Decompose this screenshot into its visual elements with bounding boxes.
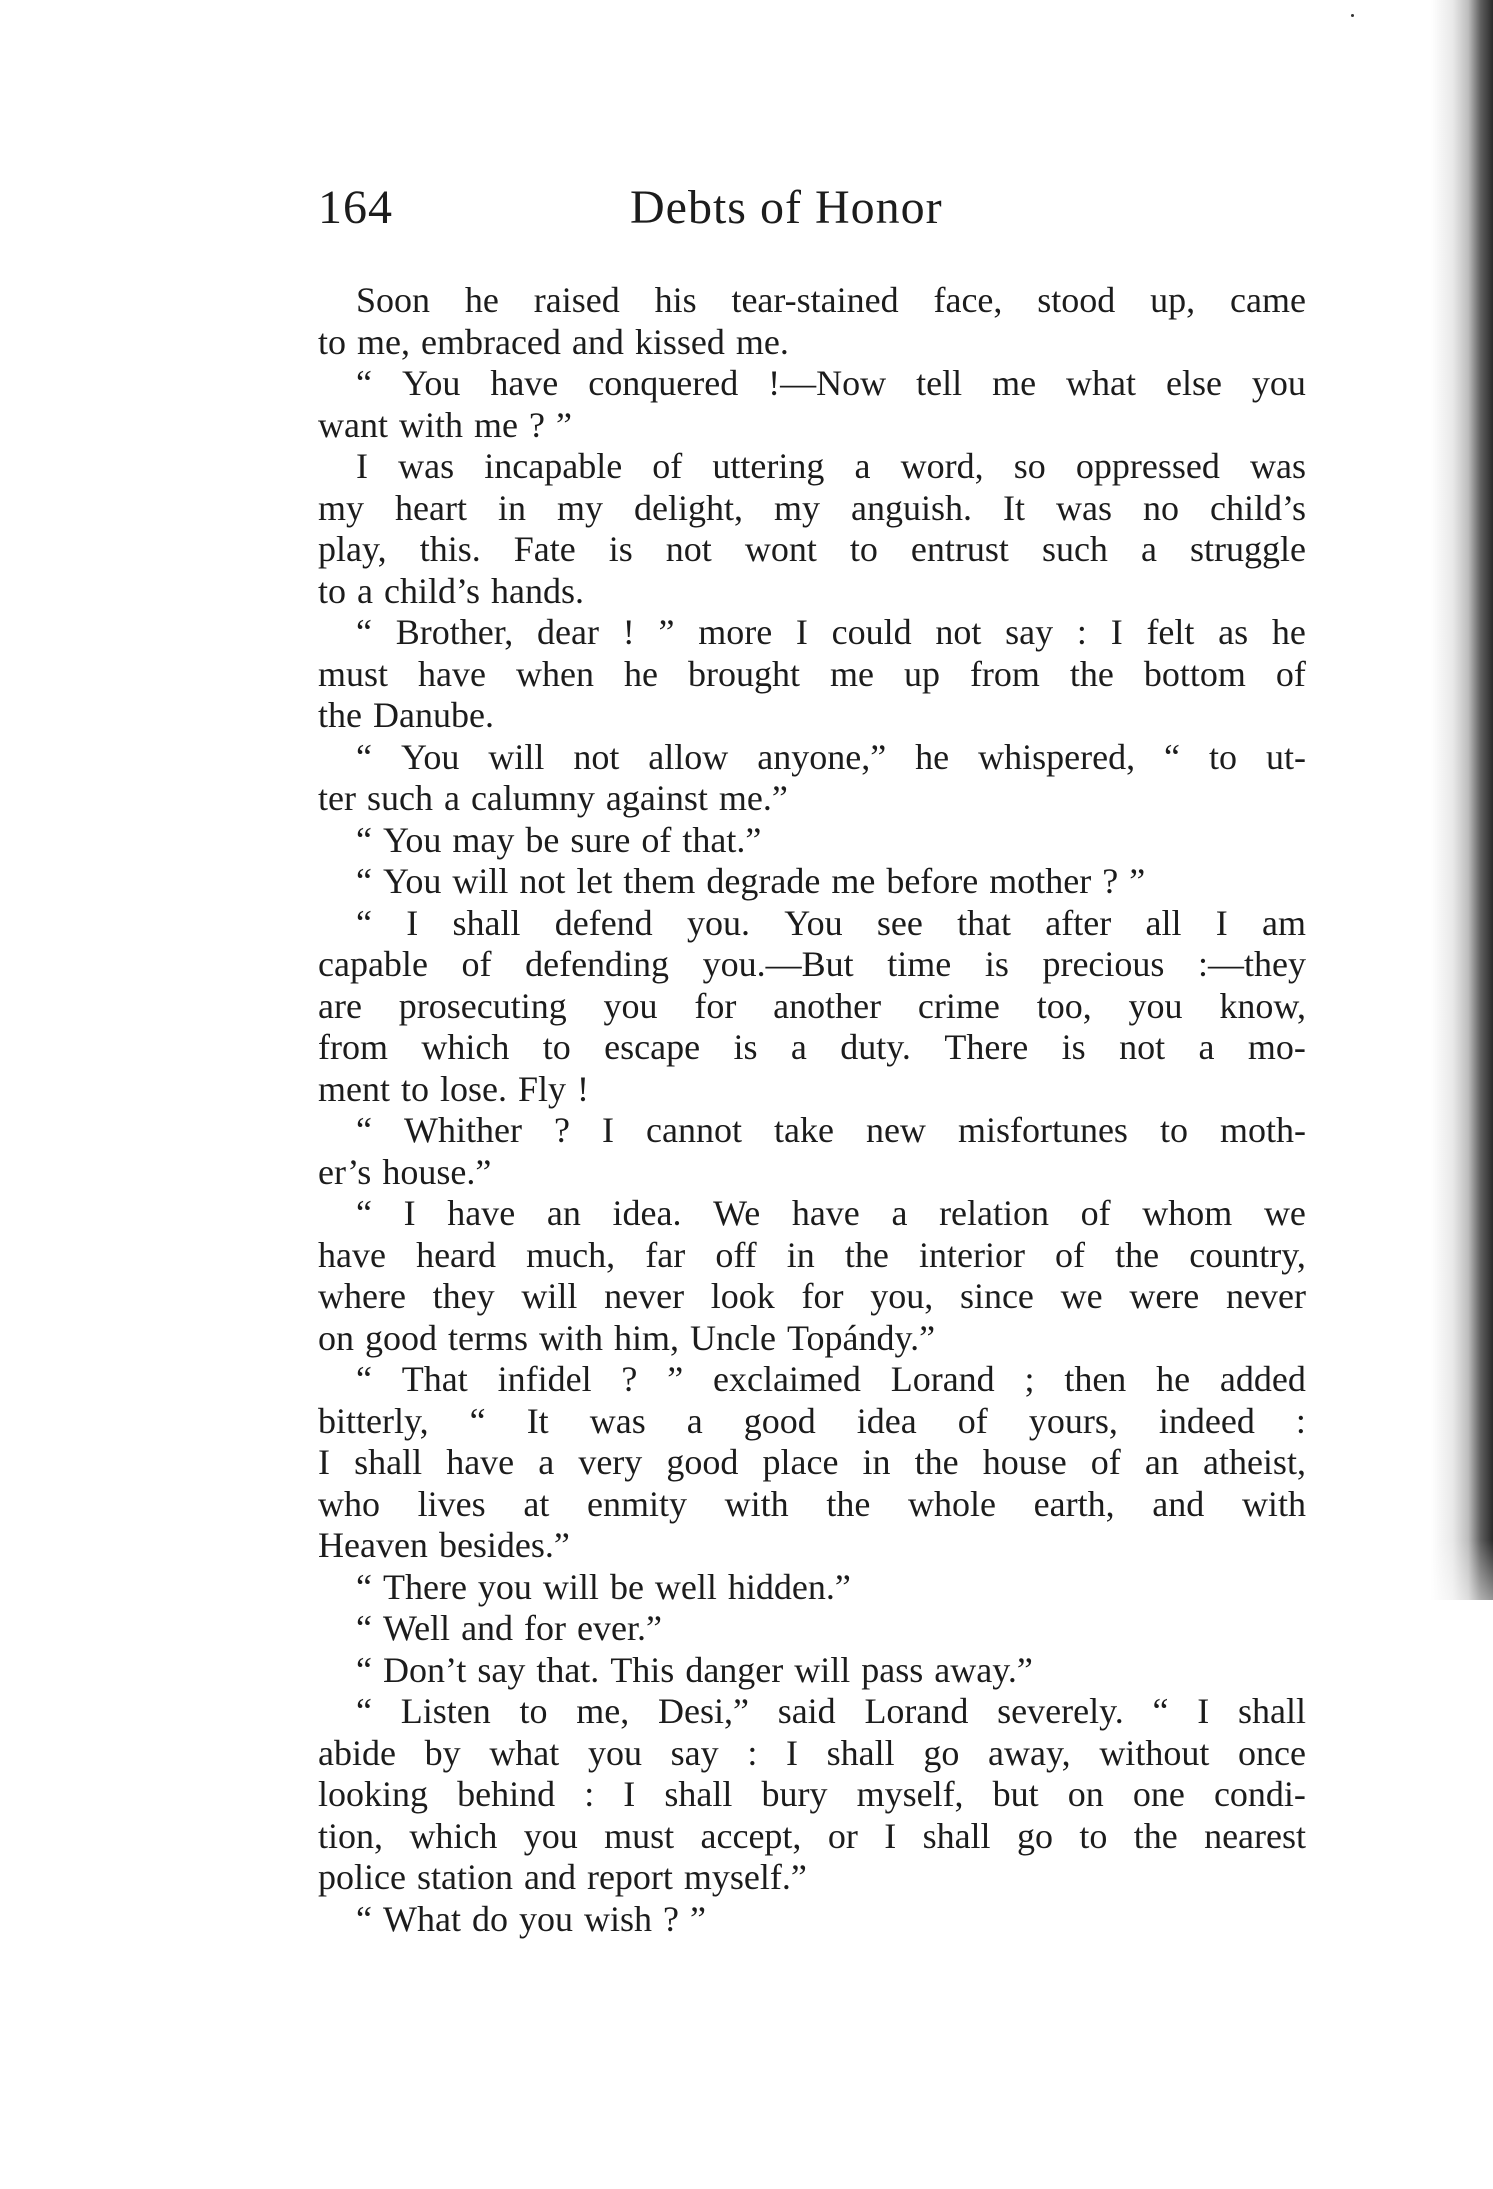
text-line: “ Brother, dear ! ” more I could not say : I felt as he [356, 612, 1306, 652]
text-line: “ Listen to me, Desi,” said Lorand severely. “ I shall [356, 1691, 1306, 1731]
text-line: “ You may be sure of that.” [356, 819, 762, 860]
text-line: are prosecuting you for another crime too, you know, [318, 985, 1306, 1026]
text-line: abide by what you say : I shall go away, without once [318, 1732, 1306, 1773]
text-line: ter such a calumny against me.” [318, 778, 788, 818]
text-line: Heaven besides.” [318, 1525, 570, 1565]
text-line: bitterly, “ It was a good idea of yours, indeed : [318, 1400, 1306, 1441]
page-number: 164 [318, 181, 393, 234]
binding-edge-shadow [1431, 0, 1493, 1600]
text-line: the Danube. [318, 695, 494, 735]
text-line: “ There you will be well hidden.” [356, 1566, 851, 1607]
text-line: on good terms with him, Uncle Topándy.” [318, 1317, 936, 1358]
page-header [318, 178, 1318, 238]
text-line: “ Don’t say that. This danger will pass away.” [356, 1649, 1033, 1690]
text-line: my heart in my delight, my anguish. It was no child’s [318, 487, 1306, 528]
text-line: tion, which you must accept, or I shall go to the nearest [318, 1815, 1306, 1856]
text-line: play, this. Fate is not wont to entrust such a struggle [318, 529, 1306, 569]
text-line: must have when he brought me up from the bottom of [318, 653, 1306, 694]
text-line: who lives at enmity with the whole earth, and with [318, 1483, 1306, 1524]
text-line: have heard much, far off in the interior of the country, [318, 1234, 1306, 1275]
ink-speck [1351, 14, 1354, 17]
running-title: Debts of Honor [630, 181, 943, 234]
text-line: police station and report myself.” [318, 1857, 807, 1897]
text-line: ment to lose. Fly ! [318, 1068, 590, 1109]
binding-edge-fade [1431, 1540, 1493, 1660]
text-line: “ What do you wish ? ” [356, 1898, 706, 1939]
text-line: to me, embraced and kissed me. [318, 321, 789, 362]
text-line: “ You have conquered !—Now tell me what else you [356, 363, 1306, 403]
text-line: “ Well and for ever.” [356, 1608, 662, 1648]
text-line: er’s house.” [318, 1151, 492, 1192]
text-line: from which to escape is a duty. There is not a mo- [318, 1027, 1306, 1067]
text-line: I shall have a very good place in the house of an atheist, [318, 1442, 1306, 1482]
text-line: “ I have an idea. We have a relation of whom we [356, 1193, 1306, 1233]
text-line: “ You will not let them degrade me before mother ? ” [356, 861, 1146, 901]
text-line: “ That infidel ? ” exclaimed Lorand ; then he added [356, 1359, 1306, 1399]
body-text [318, 280, 1306, 1940]
text-line: “ You will not allow anyone,” he whispered, “ to ut- [356, 736, 1306, 777]
text-line: capable of defending you.—But time is precious :—they [318, 944, 1306, 984]
text-line: I was incapable of uttering a word, so oppressed was [356, 446, 1306, 486]
text-line: to a child’s hands. [318, 570, 584, 611]
text-line: “ Whither ? I cannot take new misfortunes to moth- [356, 1110, 1306, 1150]
text-line: where they will never look for you, since we were never [318, 1276, 1306, 1316]
text-line: looking behind : I shall bury myself, but on one condi- [318, 1774, 1306, 1814]
text-line: Soon he raised his tear-stained face, stood up, came [356, 280, 1306, 320]
text-line: want with me ? ” [318, 404, 572, 445]
text-line: “ I shall defend you. You see that after all I am [356, 902, 1306, 943]
